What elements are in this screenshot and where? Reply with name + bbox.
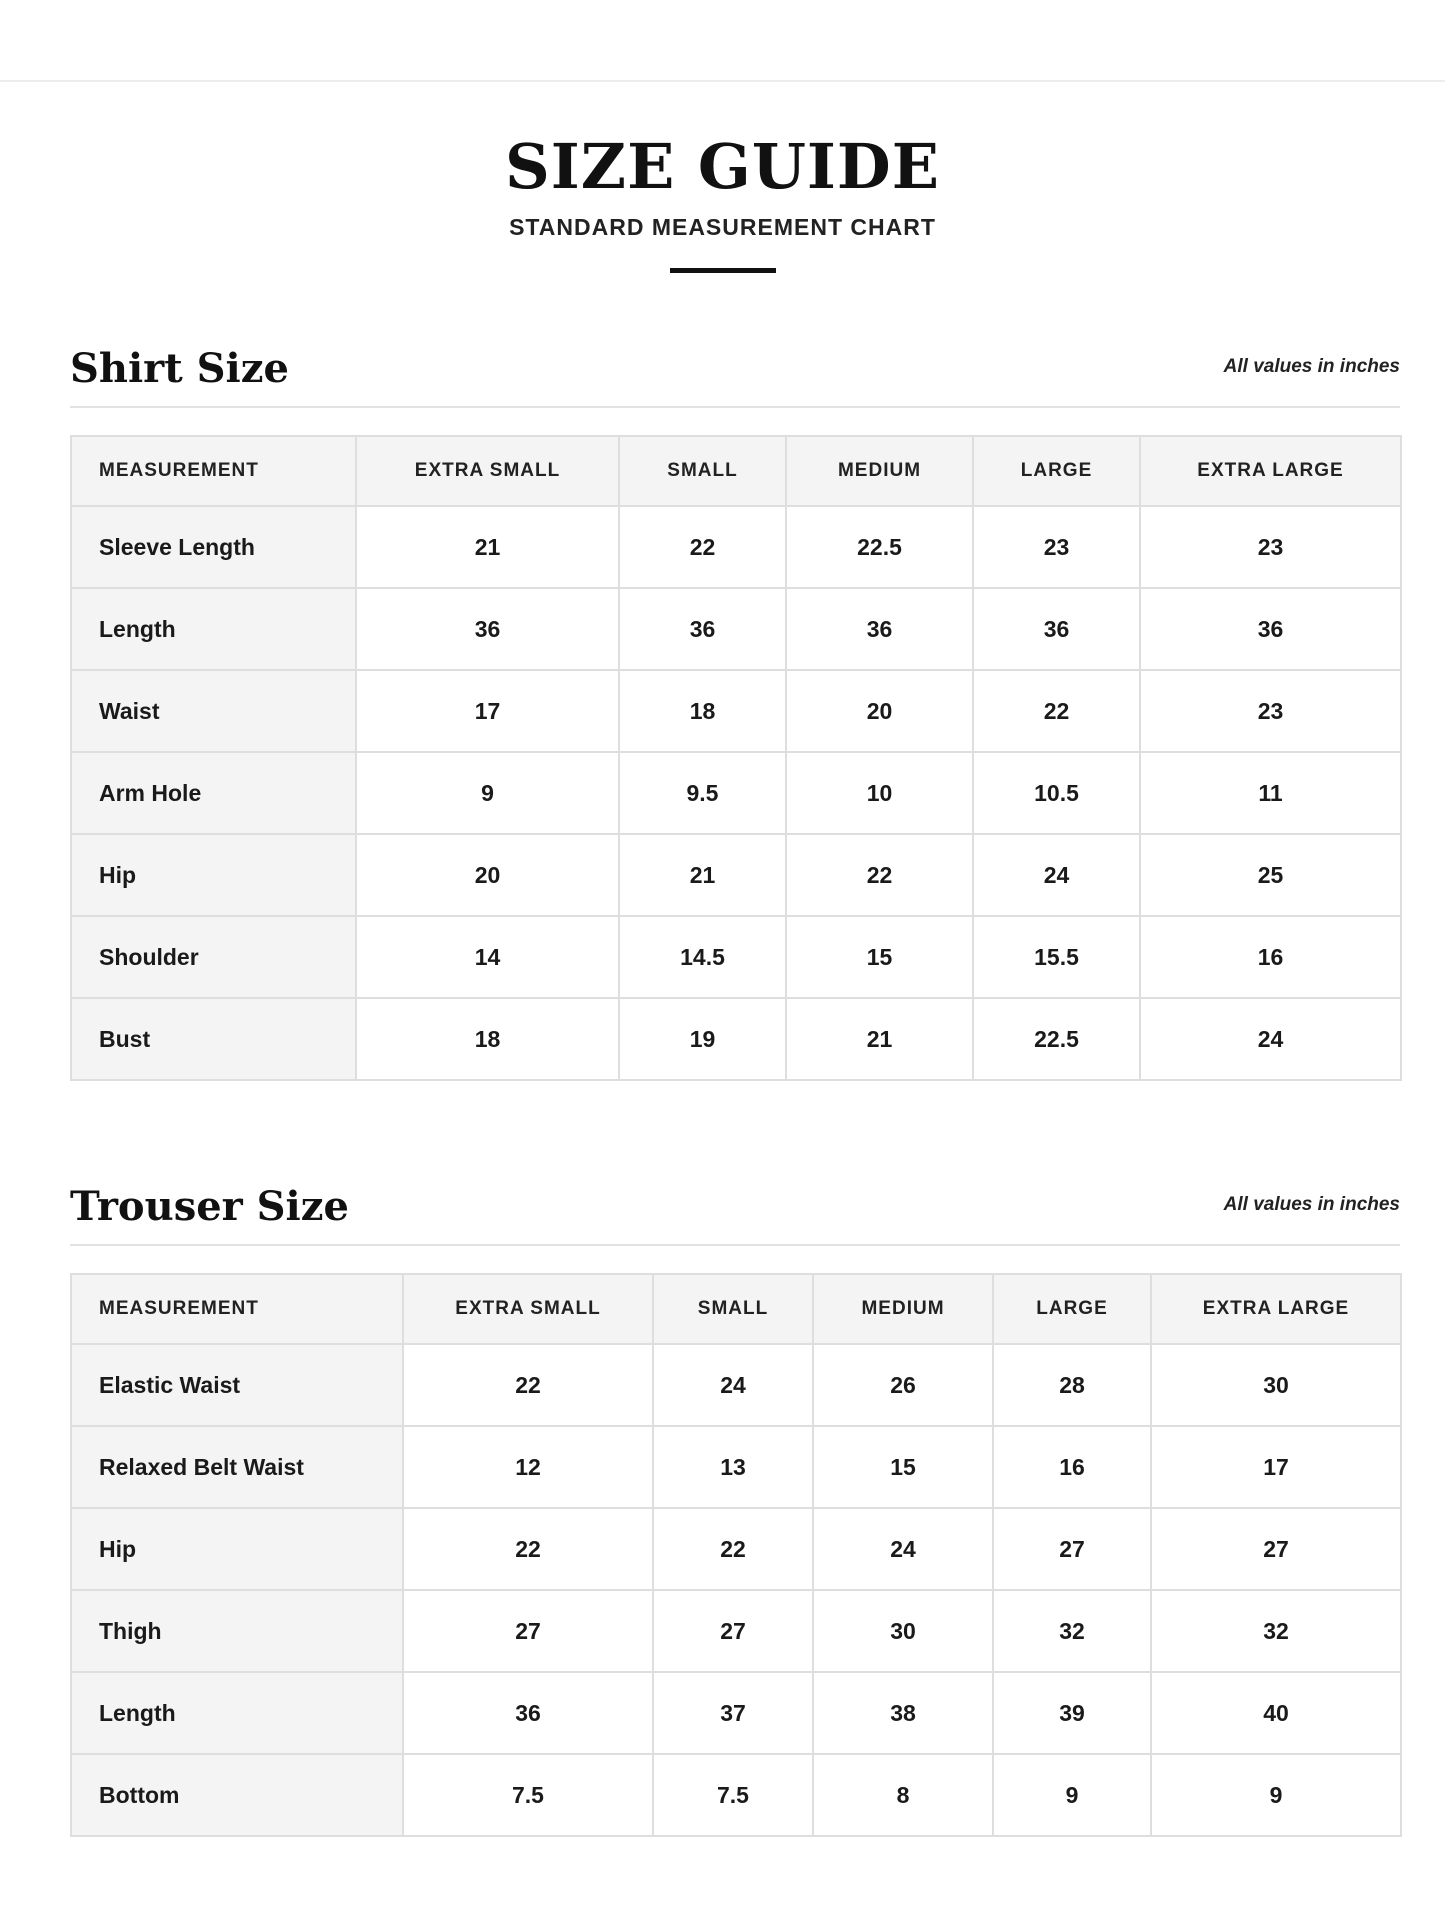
table-cell: 20 bbox=[356, 834, 619, 916]
column-header: EXTRA SMALL bbox=[403, 1274, 653, 1344]
table-cell: 16 bbox=[1140, 916, 1401, 998]
trouser-section-header bbox=[70, 1183, 1400, 1246]
table-cell: 27 bbox=[653, 1590, 813, 1672]
table-cell: 22 bbox=[653, 1508, 813, 1590]
table-cell: 22 bbox=[619, 506, 786, 588]
table-cell: 15 bbox=[813, 1426, 993, 1508]
table-row bbox=[71, 1672, 1401, 1754]
table-cell: 27 bbox=[403, 1590, 653, 1672]
table-cell: 19 bbox=[619, 998, 786, 1080]
table-row bbox=[71, 1754, 1401, 1836]
table-cell: 24 bbox=[813, 1508, 993, 1590]
table-cell: 14.5 bbox=[619, 916, 786, 998]
trouser-size-section bbox=[70, 1183, 1400, 1837]
table-cell: 15.5 bbox=[973, 916, 1140, 998]
table-cell: 36 bbox=[1140, 588, 1401, 670]
table-cell: 8 bbox=[813, 1754, 993, 1836]
table-cell: 13 bbox=[653, 1426, 813, 1508]
column-header: LARGE bbox=[993, 1274, 1151, 1344]
trouser-units-note: All values in inches bbox=[1223, 1194, 1400, 1215]
table-cell: 17 bbox=[356, 670, 619, 752]
table-cell: 11 bbox=[1140, 752, 1401, 834]
trouser-size-table bbox=[70, 1273, 1402, 1837]
measurement-label: Shoulder bbox=[71, 916, 356, 998]
table-cell: 22.5 bbox=[973, 998, 1140, 1080]
measurement-label: Bottom bbox=[71, 1754, 403, 1836]
table-cell: 21 bbox=[619, 834, 786, 916]
table-cell: 22 bbox=[403, 1344, 653, 1426]
table-cell: 9 bbox=[1151, 1754, 1401, 1836]
table-cell: 23 bbox=[973, 506, 1140, 588]
shirt-section-header bbox=[70, 345, 1400, 408]
shirt-size-table bbox=[70, 435, 1402, 1081]
table-cell: 18 bbox=[619, 670, 786, 752]
table-cell: 9 bbox=[356, 752, 619, 834]
table-cell: 18 bbox=[356, 998, 619, 1080]
table-cell: 24 bbox=[1140, 998, 1401, 1080]
table-cell: 27 bbox=[1151, 1508, 1401, 1590]
measurement-label: Length bbox=[71, 588, 356, 670]
table-cell: 22.5 bbox=[786, 506, 973, 588]
measurement-label: Sleeve Length bbox=[71, 506, 356, 588]
measurement-label: Elastic Waist bbox=[71, 1344, 403, 1426]
table-cell: 21 bbox=[786, 998, 973, 1080]
column-header: MEDIUM bbox=[786, 436, 973, 506]
table-cell: 32 bbox=[993, 1590, 1151, 1672]
table-cell: 17 bbox=[1151, 1426, 1401, 1508]
table-cell: 36 bbox=[403, 1672, 653, 1754]
table-cell: 12 bbox=[403, 1426, 653, 1508]
table-row bbox=[71, 1508, 1401, 1590]
table-cell: 10.5 bbox=[973, 752, 1140, 834]
table-cell: 15 bbox=[786, 916, 973, 998]
table-cell: 39 bbox=[993, 1672, 1151, 1754]
table-row bbox=[71, 752, 1401, 834]
measurement-label: Waist bbox=[71, 670, 356, 752]
table-row bbox=[71, 1344, 1401, 1426]
column-header: MEASUREMENT bbox=[71, 436, 356, 506]
table-cell: 16 bbox=[993, 1426, 1151, 1508]
table-row bbox=[71, 588, 1401, 670]
measurement-label: Arm Hole bbox=[71, 752, 356, 834]
table-cell: 36 bbox=[356, 588, 619, 670]
table-cell: 9 bbox=[993, 1754, 1151, 1836]
table-cell: 30 bbox=[1151, 1344, 1401, 1426]
shirt-section-title: Shirt Size bbox=[70, 345, 289, 392]
table-cell: 24 bbox=[653, 1344, 813, 1426]
column-header: SMALL bbox=[653, 1274, 813, 1344]
table-row bbox=[71, 916, 1401, 998]
table-cell: 7.5 bbox=[653, 1754, 813, 1836]
title-underline bbox=[670, 268, 776, 273]
table-cell: 9.5 bbox=[619, 752, 786, 834]
table-row bbox=[71, 1426, 1401, 1508]
column-header: EXTRA SMALL bbox=[356, 436, 619, 506]
table-cell: 23 bbox=[1140, 670, 1401, 752]
table-row bbox=[71, 998, 1401, 1080]
table-cell: 30 bbox=[813, 1590, 993, 1672]
table-row bbox=[71, 670, 1401, 752]
table-cell: 14 bbox=[356, 916, 619, 998]
table-cell: 26 bbox=[813, 1344, 993, 1426]
table-cell: 38 bbox=[813, 1672, 993, 1754]
table-cell: 27 bbox=[993, 1508, 1151, 1590]
table-row bbox=[71, 834, 1401, 916]
top-divider bbox=[0, 80, 1445, 82]
table-cell: 24 bbox=[973, 834, 1140, 916]
measurement-label: Bust bbox=[71, 998, 356, 1080]
table-cell: 36 bbox=[619, 588, 786, 670]
table-cell: 7.5 bbox=[403, 1754, 653, 1836]
trouser-table-header-row bbox=[71, 1274, 1401, 1344]
shirt-size-section bbox=[70, 345, 1400, 1081]
page-title: SIZE GUIDE bbox=[505, 130, 940, 203]
column-header: EXTRA LARGE bbox=[1151, 1274, 1401, 1344]
table-cell: 25 bbox=[1140, 834, 1401, 916]
table-cell: 10 bbox=[786, 752, 973, 834]
page-header bbox=[0, 130, 1445, 273]
table-cell: 40 bbox=[1151, 1672, 1401, 1754]
table-cell: 23 bbox=[1140, 506, 1401, 588]
measurement-label: Relaxed Belt Waist bbox=[71, 1426, 403, 1508]
measurement-label: Length bbox=[71, 1672, 403, 1754]
column-header: MEASUREMENT bbox=[71, 1274, 403, 1344]
table-cell: 28 bbox=[993, 1344, 1151, 1426]
table-row bbox=[71, 1590, 1401, 1672]
table-cell: 22 bbox=[786, 834, 973, 916]
table-cell: 20 bbox=[786, 670, 973, 752]
table-cell: 22 bbox=[403, 1508, 653, 1590]
table-cell: 37 bbox=[653, 1672, 813, 1754]
table-cell: 22 bbox=[973, 670, 1140, 752]
shirt-units-note: All values in inches bbox=[1223, 356, 1400, 377]
shirt-table-header-row bbox=[71, 436, 1401, 506]
measurement-label: Hip bbox=[71, 834, 356, 916]
table-row bbox=[71, 506, 1401, 588]
table-cell: 32 bbox=[1151, 1590, 1401, 1672]
measurement-label: Thigh bbox=[71, 1590, 403, 1672]
page-subtitle: STANDARD MEASUREMENT CHART bbox=[509, 214, 936, 240]
column-header: SMALL bbox=[619, 436, 786, 506]
column-header: EXTRA LARGE bbox=[1140, 436, 1401, 506]
column-header: MEDIUM bbox=[813, 1274, 993, 1344]
column-header: LARGE bbox=[973, 436, 1140, 506]
measurement-label: Hip bbox=[71, 1508, 403, 1590]
table-cell: 36 bbox=[973, 588, 1140, 670]
table-cell: 36 bbox=[786, 588, 973, 670]
table-cell: 21 bbox=[356, 506, 619, 588]
trouser-section-title: Trouser Size bbox=[70, 1183, 349, 1230]
